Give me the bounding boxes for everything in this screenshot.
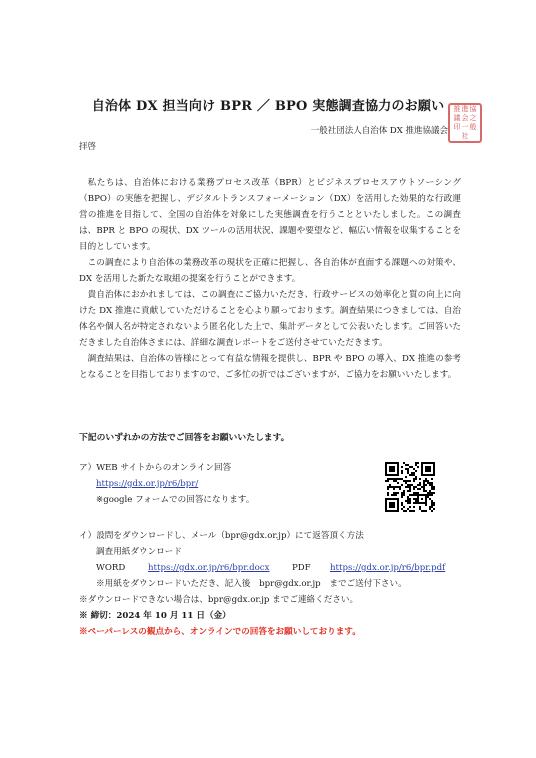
deadline: ※ 締切：2024 年 10 月 11 日（金） — [79, 611, 231, 621]
paragraph-4: 調査結果は、自治体の皆様にとって有益な情報を提供し、BPR や BPO の導入、DX 推進の参考となることを目指しておりますので、ご多忙の折ではございますが、ご協力をお願いいたします。 — [79, 354, 461, 380]
official-seal-stamp: 推 進 協 議 会 之 印 一 般 社 — [448, 103, 482, 143]
paragraph-3: 貴自治体におかれましては、この調査にご協力いただき、行政サービスの効率化と質の向上に向けた DX 推進に貢献していただけることを心より願っております。調査結果につきましては、自治体名や個人名が特定されないよう匿名化した上で、集計データとして公表いたします。ご回答いただきました自治体さまには、詳細な調査レポートをご送付させていただきます。 — [79, 290, 461, 348]
submission-note-prefix: ※用紙をダウンロードいただき、記入後 — [96, 579, 251, 589]
submission-note — [96, 576, 407, 592]
download-fallback-note: ※ダウンロードできない場合は、bpr@gdx.or.jp までご連絡ください。 — [79, 595, 359, 605]
option-a-label: ア）WEB サイトからのオンライン回答 — [79, 463, 232, 473]
submission-note-suffix: までご送付下さい。 — [329, 579, 407, 589]
option-b-label: イ）設問をダウンロードし、メール（bpr@gdx.or.jp）にて返答頂く方法 — [79, 531, 364, 541]
salutation: 拝啓 — [79, 142, 97, 152]
qr-code[interactable] — [385, 462, 435, 512]
download-heading: 調査用紙ダウンロード — [96, 547, 182, 557]
online-survey-link[interactable]: https://gdx.or.jp/r6/bpr/ — [96, 479, 199, 489]
response-instructions: 下記のいずれかの方法でご回答をお願いいたします。 — [79, 433, 290, 443]
word-download-link[interactable]: https://gdx.or.jp/r6/bpr.docx — [148, 563, 270, 573]
organization-name: 一般社団法人自治体 DX 推進協議会 — [310, 126, 448, 136]
word-label: WORD — [96, 563, 126, 573]
paragraph-1: 私たちは、自治体における業務プロセス改革（BPR）とビジネスプロセスアウトソーシング（BPO）の実態を把握し、デジタルトランスフォーメーション（DX）を活用した効果的な行政運営の推進を目指して、全国の自治体を対象にした実態調査を行うことといたしました。この調査は、BPR と BPO の現状、DX ツールの活用状況、課題や要望など、幅広い情報を収集することを目的としています。 — [79, 178, 461, 252]
pdf-label: PDF — [292, 563, 311, 573]
submission-email[interactable]: bpr@gdx.or.jp — [259, 579, 321, 589]
pdf-download-link[interactable]: https://gdx.or.jp/r6/bpr.pdf — [330, 563, 446, 573]
document-title: 自治体 DX 担当向け BPR ／ BPO 実態調査協力のお願い — [91, 99, 445, 114]
paperless-note: ※ペーパーレスの観点から、オンラインでの回答をお願いしております。 — [79, 627, 361, 637]
google-form-note: ※google フォームでの回答になります。 — [96, 495, 255, 505]
body-text — [79, 175, 461, 383]
paragraph-2: この調査により自治体の業務改革の現状を正確に把握し、各自治体が直面する課題への対策や、DX を活用した新たな取組の提案を行うことができます。 — [79, 258, 461, 284]
